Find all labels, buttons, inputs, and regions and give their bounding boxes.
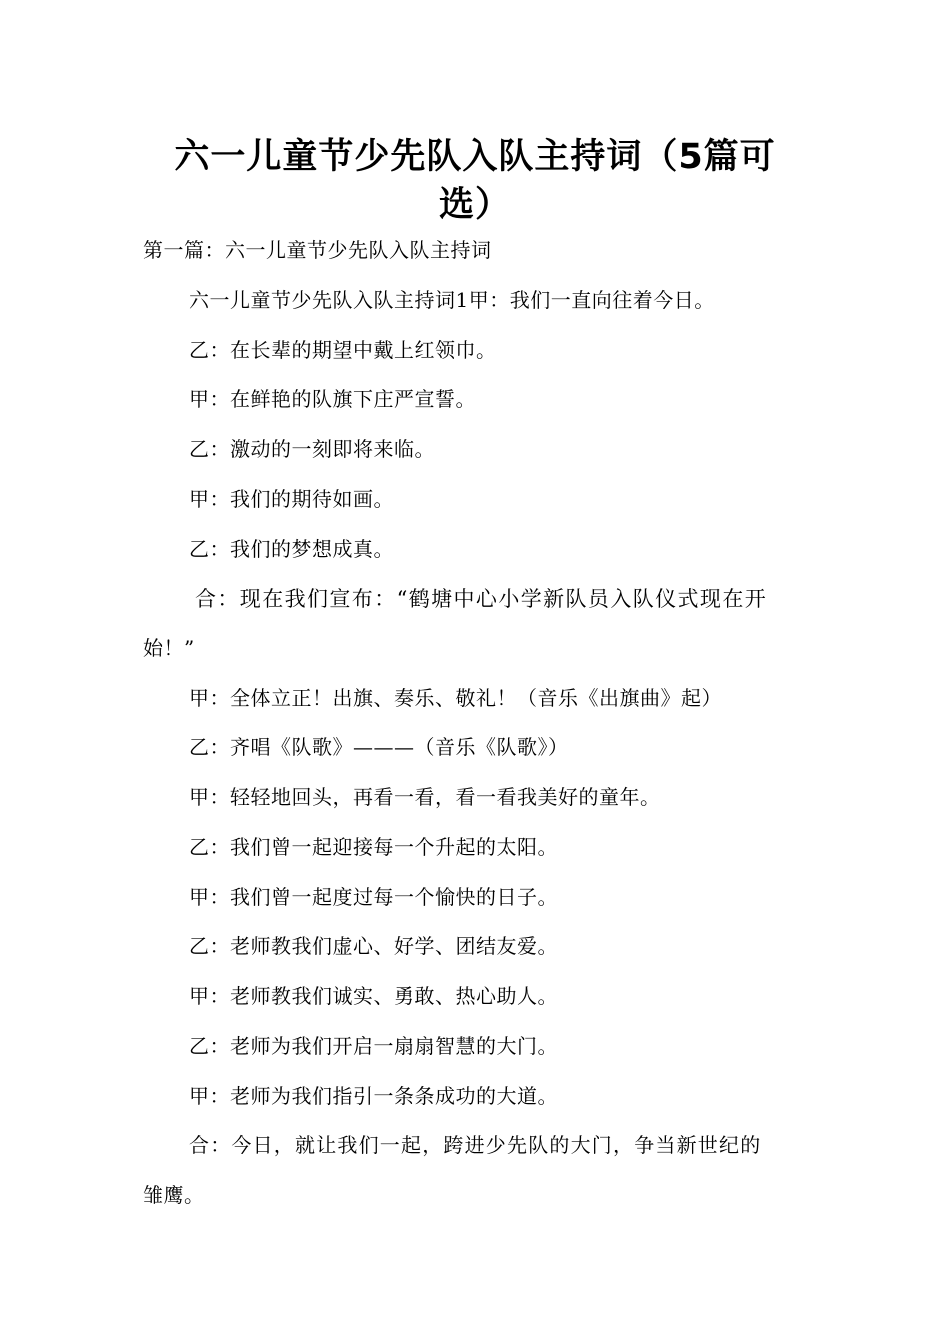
paragraph-line: 甲：轻轻地回头，再看一看，看一看我美好的童年。 xyxy=(189,785,661,809)
document-title-line-1: 六一儿童节少先队入队主持词（5篇可 xyxy=(174,137,776,177)
paragraph-line: 乙：我们曾一起迎接每一个升起的太阳。 xyxy=(189,835,558,859)
paragraph-line: 合：今日，就让我们一起，跨进少先队的大门，争当新世纪的 xyxy=(189,1133,762,1157)
paragraph-line: 乙：老师教我们虚心、好学、团结友爱。 xyxy=(189,934,558,958)
paragraph-line: 甲：我们的期待如画。 xyxy=(189,487,394,511)
paragraph-line: 甲：在鲜艳的队旗下庄严宣誓。 xyxy=(189,387,476,411)
paragraph-line: 甲：老师为我们指引一条条成功的大道。 xyxy=(189,1084,558,1108)
paragraph-line: 六一儿童节少先队入队主持词1甲：我们一直向往着今日。 xyxy=(189,288,715,312)
paragraph-line: 甲：我们曾一起度过每一个愉快的日子。 xyxy=(189,885,558,909)
paragraph-line: 甲：全体立正！出旗、奏乐、敬礼！（音乐《出旗曲》起） xyxy=(189,686,722,710)
paragraph-line: 始！” xyxy=(143,636,195,660)
paragraph-line: 甲：老师教我们诚实、勇敢、热心助人。 xyxy=(189,984,558,1008)
paragraph-line: 乙：激动的一刻即将来临。 xyxy=(189,437,435,461)
paragraph-line: 乙：我们的梦想成真。 xyxy=(189,537,394,561)
paragraph-line: 乙：老师为我们开启一扇扇智慧的大门。 xyxy=(189,1034,558,1058)
paragraph-line: 合：现在我们宣布：“鹤塘中心小学新队员入队仪式现在开 xyxy=(195,587,768,611)
paragraph-line: 乙：齐唱《队歌》———（音乐《队歌》） xyxy=(189,735,569,759)
section-heading: 第一篇：六一儿童节少先队入队主持词 xyxy=(143,238,492,262)
paragraph-line: 乙：在长辈的期望中戴上红领巾。 xyxy=(189,338,497,362)
document-title-line-2: 选） xyxy=(438,185,511,225)
paragraph-line: 雏鹰。 xyxy=(143,1183,205,1207)
